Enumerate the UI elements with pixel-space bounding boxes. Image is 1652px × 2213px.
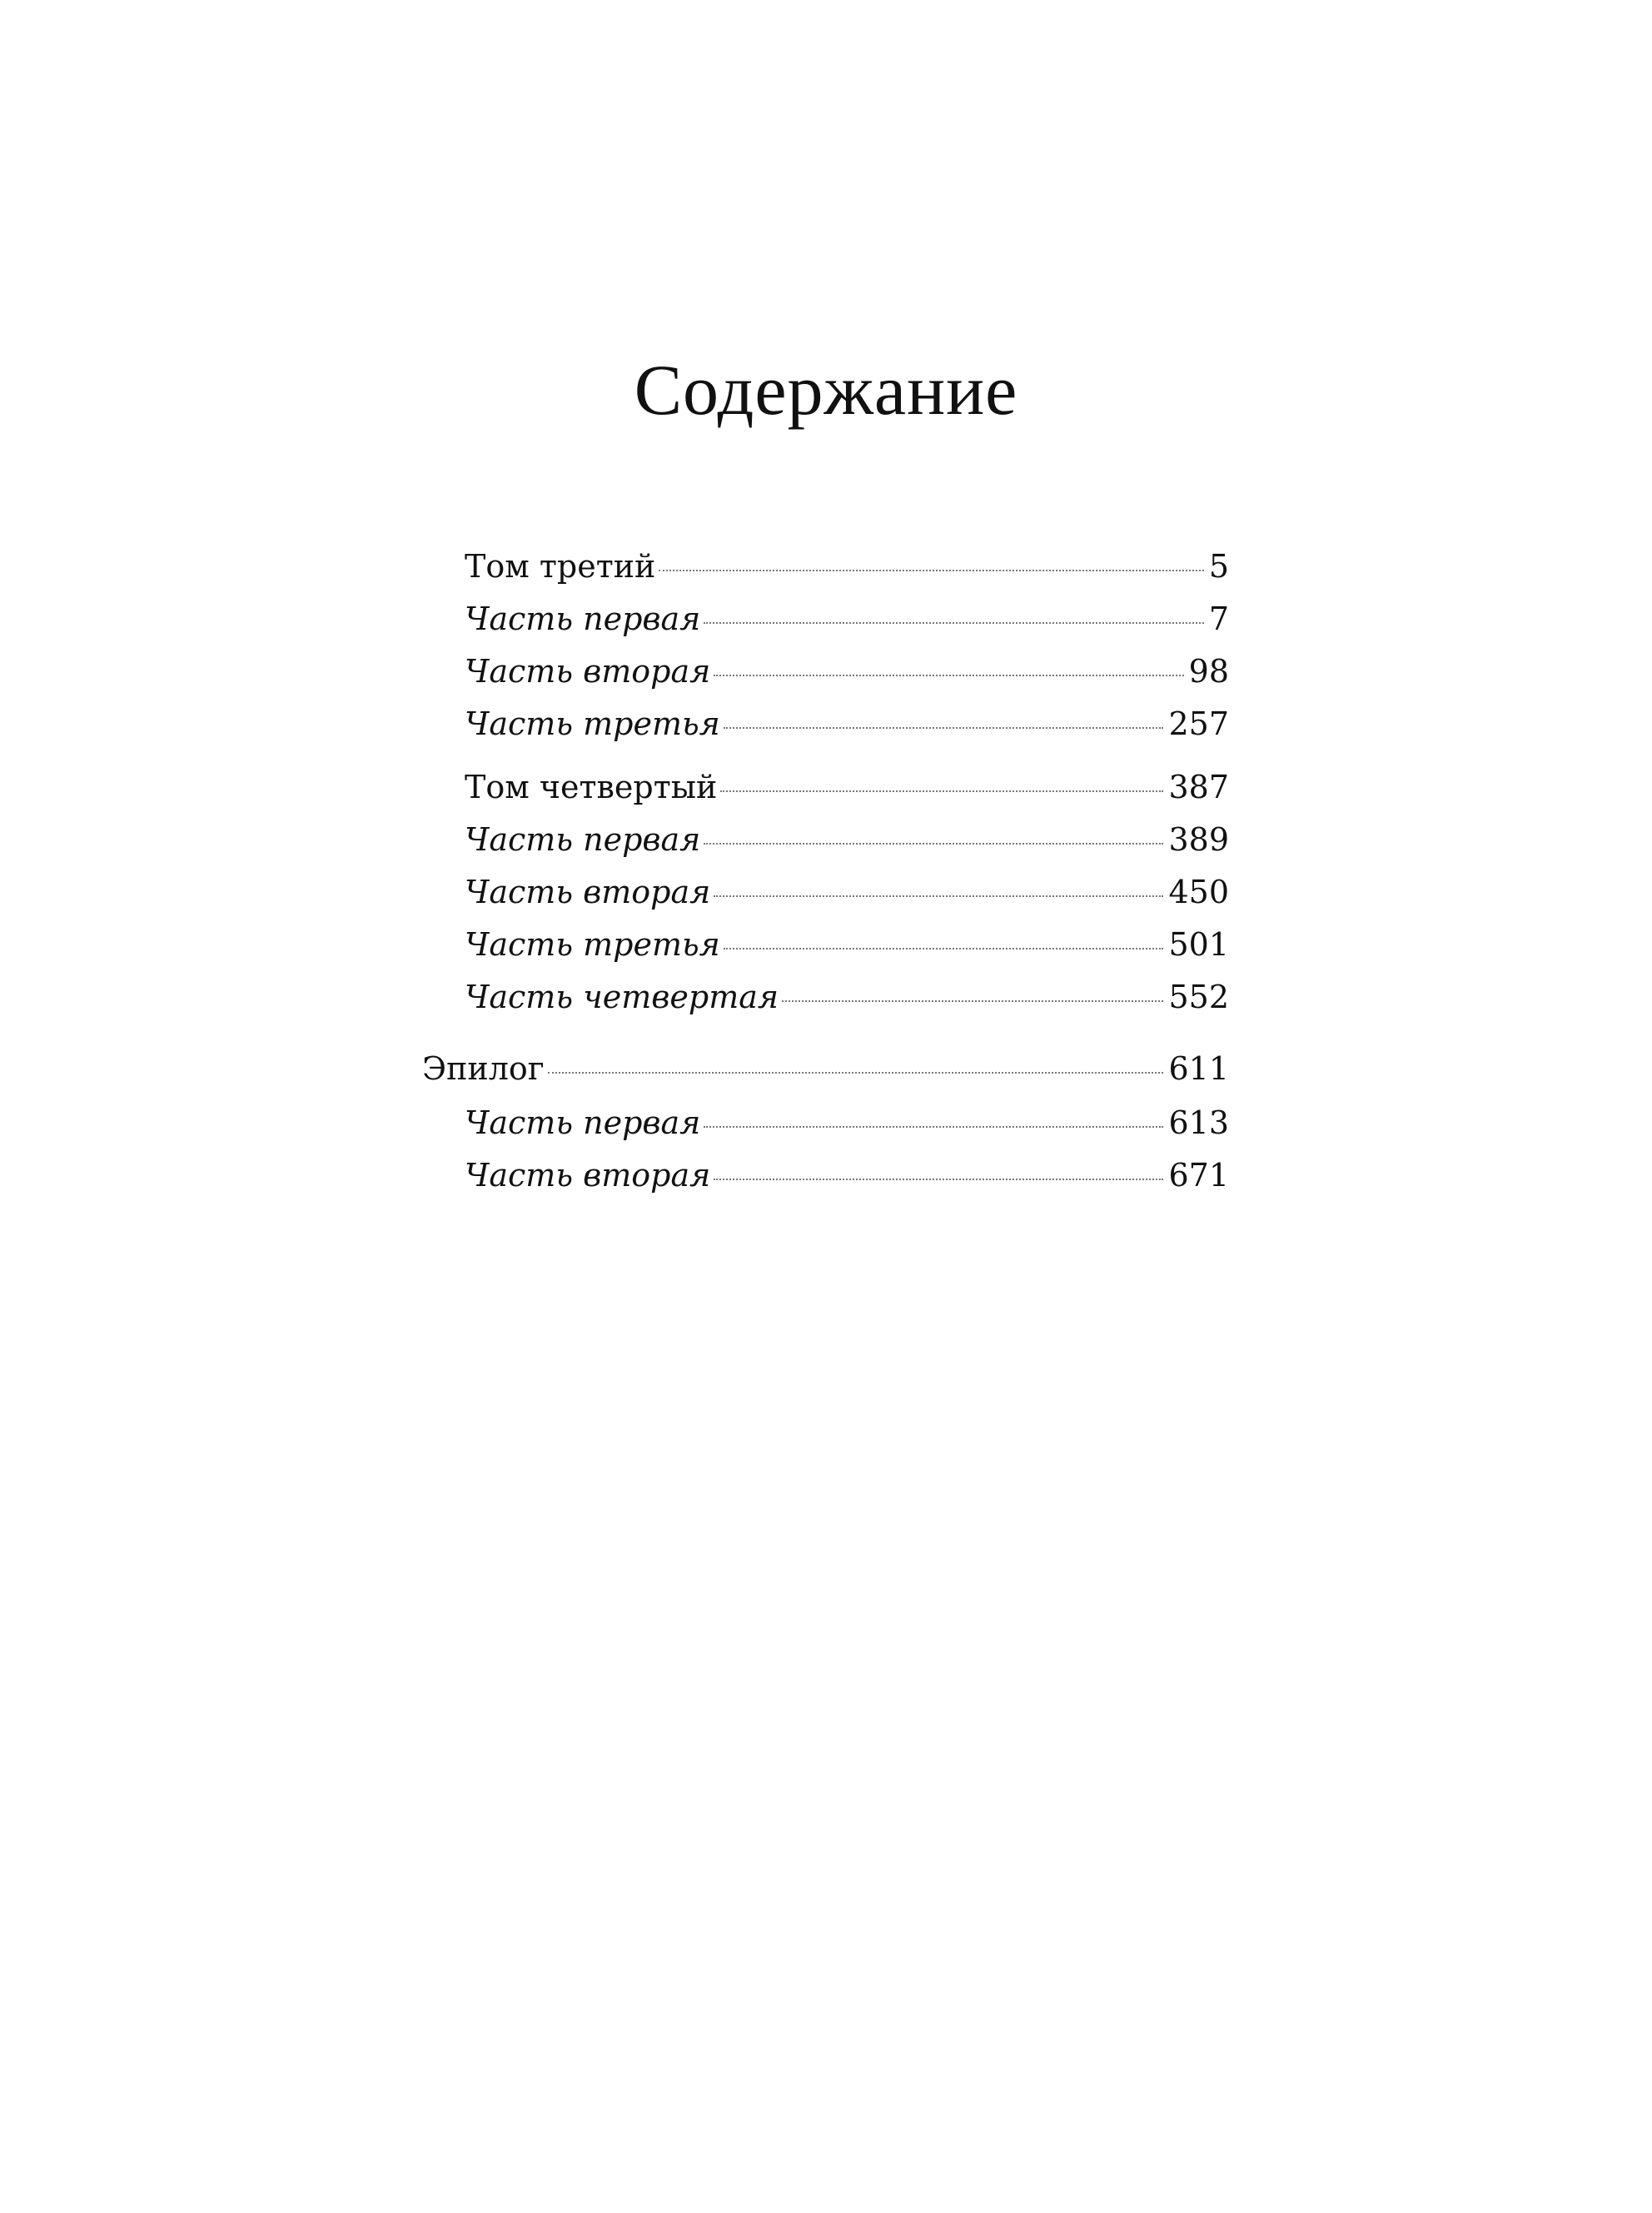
dot-leader (782, 1000, 1163, 1002)
toc-entry-page: 5 (1208, 548, 1229, 585)
toc-entry-page: 389 (1168, 821, 1229, 858)
toc-entry-chast-vtoraya[interactable] (465, 1154, 1229, 1196)
toc-entry-page: 257 (1168, 705, 1229, 742)
dot-leader (724, 727, 1164, 729)
dot-leader (704, 843, 1163, 845)
toc-entry-label: Часть вторая (465, 653, 711, 690)
toc-entry-label: Эпилог (422, 1050, 545, 1087)
toc-entry-label: Часть первая (465, 1104, 701, 1141)
toc-entry-page: 98 (1188, 653, 1229, 690)
toc-entry-epilog[interactable] (422, 1048, 1229, 1089)
toc-entry-chast-tretya[interactable] (465, 924, 1229, 965)
toc-entry-label: Часть третья (465, 926, 720, 963)
toc-entry-chast-tretya[interactable] (465, 703, 1229, 745)
toc-entry-label: Часть первая (465, 601, 701, 637)
toc-entry-chast-pervaya[interactable] (465, 598, 1229, 640)
dot-leader (714, 675, 1183, 676)
toc-entry-label: Часть четвертая (465, 979, 779, 1015)
toc-entry-page: 387 (1168, 769, 1229, 805)
dot-leader (724, 948, 1164, 949)
toc-entry-chast-chetvertaya[interactable] (465, 976, 1229, 1018)
dot-leader (720, 790, 1163, 792)
toc-entry-label: Часть вторая (465, 874, 711, 910)
toc-entry-chast-pervaya[interactable] (465, 819, 1229, 860)
dot-leader (714, 1179, 1163, 1180)
toc-entry-chast-vtoraya[interactable] (465, 871, 1229, 913)
toc-entry-label: Часть третья (465, 705, 720, 742)
toc-entry-page: 671 (1168, 1157, 1229, 1194)
toc-entry-chast-vtoraya[interactable] (465, 650, 1229, 692)
page-title: Содержание (634, 350, 1018, 430)
toc-entry-page: 450 (1168, 874, 1229, 910)
toc-entry-page: 501 (1168, 926, 1229, 963)
toc-entry-page: 613 (1168, 1104, 1229, 1141)
toc-entry-label: Часть первая (465, 821, 701, 858)
toc-entry-label: Том третий (465, 548, 656, 585)
toc-entry-chast-pervaya[interactable] (465, 1102, 1229, 1144)
dot-leader (548, 1072, 1164, 1074)
dot-leader (659, 570, 1203, 571)
toc-entry-page: 611 (1168, 1050, 1229, 1087)
dot-leader (714, 895, 1163, 897)
toc-entry-tom-tretiy[interactable] (465, 546, 1229, 587)
toc-entry-label: Том четвертый (465, 769, 718, 805)
toc-entry-tom-chetvertyy[interactable] (465, 766, 1229, 808)
dot-leader (704, 622, 1203, 624)
dot-leader (704, 1126, 1163, 1128)
toc-entry-page: 552 (1168, 979, 1229, 1015)
toc-entry-label: Часть вторая (465, 1157, 711, 1194)
toc-entry-page: 7 (1208, 601, 1229, 637)
